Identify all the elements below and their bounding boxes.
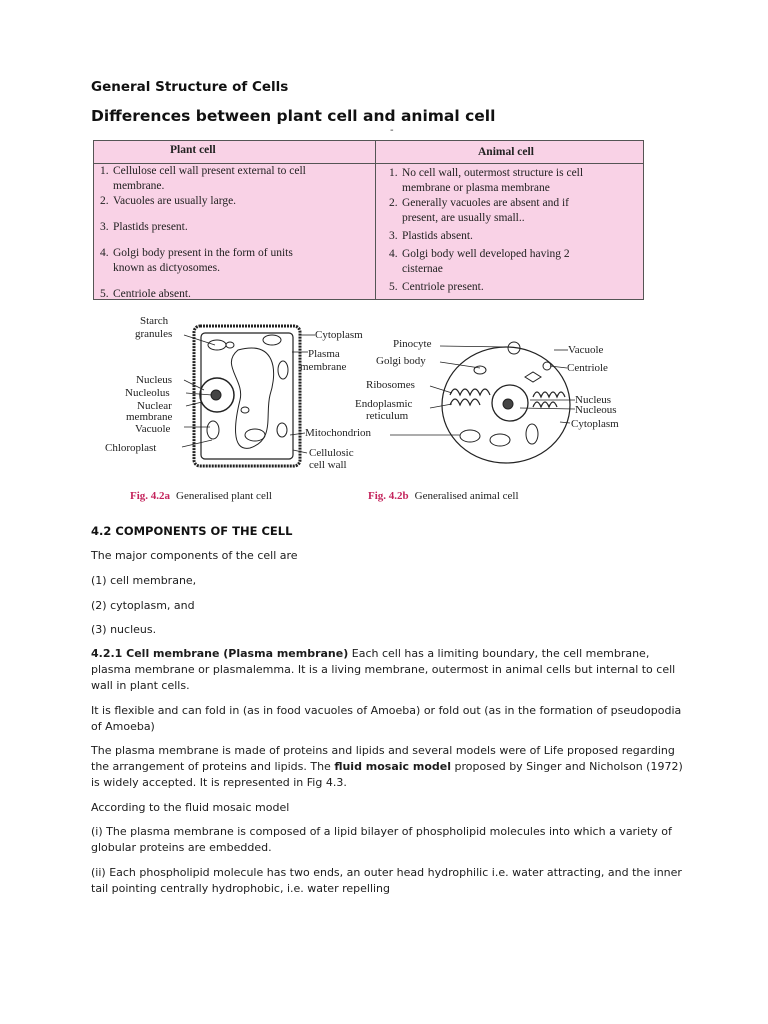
- plant-leader-lines: [182, 335, 315, 453]
- cell-diagrams-svg: [100, 310, 660, 510]
- plant-cell-drawing: [194, 326, 300, 466]
- label-centriole: Centriole: [567, 362, 608, 374]
- paragraph-point-ii: (ii) Each phospholipid molecule has two ends, an outer head hydrophilic i.e. water attracting, and the inner tail pointing centrally hydrophobic, i.e. water repelling: [91, 866, 682, 895]
- list-item: 5. Centriole absent.: [100, 288, 191, 300]
- list-item: 4. Golgi body present in the form of units known as dictyosomes.: [100, 247, 293, 274]
- list-item: 2. Vacuoles are usually large.: [100, 195, 237, 207]
- label-plant-vacuole: Vacuole: [135, 423, 171, 435]
- plant-cell-header: Plant cell: [170, 144, 216, 156]
- section-title: 4.2 COMPONENTS OF THE CELL: [91, 524, 293, 538]
- label-plant-cytoplasm: Cytoplasm: [315, 329, 363, 341]
- list-item: 2. Generally vacuoles are absent and if present, are usually small..: [389, 197, 569, 224]
- stray-dash: -: [390, 125, 394, 136]
- label-cellulosic: Cellulosic: [309, 447, 354, 459]
- animal-cell-drawing: [442, 342, 570, 463]
- list-item: 3. Plastids present.: [100, 221, 188, 233]
- caption-a: Fig. 4.2a Generalised plant cell: [130, 490, 272, 502]
- list-item: (2) cytoplasm, and: [91, 599, 195, 612]
- list-item: (3) nucleus.: [91, 623, 157, 636]
- list-item: (1) cell membrane,: [91, 574, 197, 587]
- label-starch: Starch: [140, 315, 169, 327]
- label-endoplasmic: Endoplasmic: [355, 398, 413, 410]
- paragraph-plasma-membrane: The plasma membrane is made of proteins and lipids and several models were of Life proposed regarding the arrangement of proteins and lipids. The fluid mosaic model proposed by Singer and Nicholson (1972) is widely accepted. It is represented in Fig 4.3.: [91, 744, 683, 789]
- list-item: 1. No cell wall, outermost structure is cell membrane or plasma membrane: [389, 167, 584, 194]
- label-animal-nucleus: Nucleus: [575, 394, 612, 406]
- label-plasma: Plasma: [308, 348, 340, 360]
- label-ribosomes: Ribosomes: [366, 379, 415, 391]
- label-plasma-membrane: membrane: [300, 361, 347, 373]
- list-item: 5. Centriole present.: [389, 281, 484, 293]
- list-item: 3. Plastids absent.: [389, 230, 473, 242]
- table-column-divider: [375, 141, 376, 299]
- label-golgi-body: Golgi body: [376, 355, 426, 367]
- label-nuclear-membrane: membrane: [126, 411, 173, 423]
- list-item: 1. Cellulose cell wall present external to cell membrane.: [100, 165, 306, 192]
- comparison-table: [93, 140, 644, 300]
- cell-diagrams-figure: [100, 310, 660, 510]
- paragraph-cell-membrane: 4.2.1 Cell membrane (Plasma membrane) Each cell has a limiting boundary, the cell membrane, plasma membrane or plasmalemma. It is a living membrane, outermost in animal cells but internal to cell wall in plant cells.: [91, 647, 676, 692]
- label-plant-nucleus: Nucleus: [136, 374, 173, 386]
- intro-text: The major components of the cell are: [91, 549, 298, 562]
- label-nucleous: Nucleous: [575, 404, 617, 416]
- animal-cell-header: Animal cell: [478, 146, 534, 158]
- label-animal-vacuole: Vacuole: [568, 344, 604, 356]
- label-nuclear: Nuclear: [137, 400, 172, 412]
- animal-cell-list: [389, 166, 639, 295]
- paragraph-according: According to the fluid mosaic model: [91, 801, 290, 814]
- label-reticulum: reticulum: [366, 410, 409, 422]
- page-heading: General Structure of Cells: [91, 79, 289, 95]
- caption-b: Fig. 4.2b Generalised animal cell: [368, 490, 519, 502]
- label-chloroplast: Chloroplast: [105, 442, 157, 454]
- label-cell-wall: cell wall: [309, 459, 347, 471]
- label-pinocyte: Pinocyte: [393, 338, 432, 350]
- list-item: 4. Golgi body well developed having 2 cisternae: [389, 248, 570, 275]
- label-animal-cytoplasm: Cytoplasm: [571, 418, 619, 430]
- paragraph-point-i: (i) The plasma membrane is composed of a lipid bilayer of phospholipid molecules into which a variety of globular proteins are embedded.: [91, 825, 672, 854]
- page-subheading: Differences between plant cell and animal cell: [91, 107, 496, 125]
- label-mitochondrion: Mitochondrion: [305, 427, 371, 439]
- paragraph-flexible: It is flexible and can fold in (as in food vacuoles of Amoeba) or fold out (as in the formation of pseudopodia of Amoeba): [91, 704, 682, 733]
- plant-cell-list: [100, 164, 370, 302]
- label-granules: granules: [135, 328, 173, 340]
- label-nucleolus: Nucleolus: [125, 387, 170, 399]
